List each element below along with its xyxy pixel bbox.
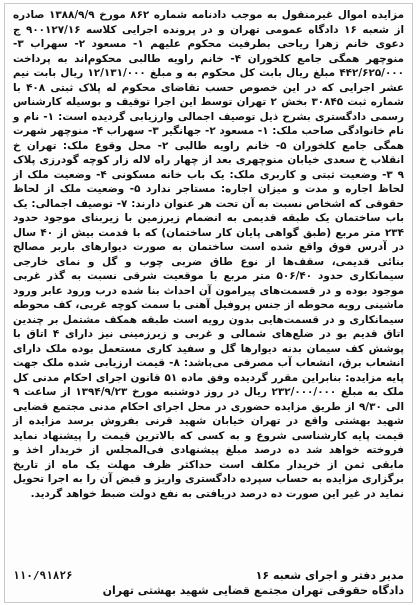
- notice-signature: [13, 569, 404, 598]
- signature-row-2: [13, 584, 404, 598]
- auction-notice-body: [13, 8, 404, 501]
- notice-code: ۱۱۰/۹۱۸۲۶: [13, 569, 73, 582]
- court-name: دادگاه حقوقی تهران مجتمع قضایی شهید بهشتی تهران: [102, 584, 404, 597]
- notice-paragraph: مزایده اموال غیرمنقول به موجب دادنامه شماره ۸۶۲ مورخ ۱۳۸۸/۹/۹ صادره از شعبه ۱۶ دادگاه عمومی تهران و در پرونده اجرایی کلاسه ۹۰۰۱۲۷/۱۶ ج دعوی خانم زهرا ریاحی بطرفیت محکوم علیهم ۱- مسعود ۲- سهراب ۳- منوچهر همگی جامع کلخوران ۴- خانم راویه طالبی محکوم‌اند به پرداخت ۴۴۲/۶۲۵/۰۰۰ مبلغ ریال بابت کل محکوم به و مبلغ ۱۲/۱۳۱/۰۰۰ ریال بابت نیم عشر اجرایی که در این خصوص حسب تقاضای محکوم له پلاک ثبتی ۴۰۸ با شماره ثبت ۳۰۸۴۵ بخش ۲ تهران توسط این اجرا توقیف و بوسیله کارشناس رسمی دادگستری بشرح ذیل توصیف اجمالی وارزیابی گردیده است: ۱- نام و نام خانوادگی صاحب ملک: ۱- مسعود ۲- جهانگیر ۳- سهراب ۴- منوچهر شهرت همگی جامع کلخوران ۵- خانم راویه طالبی ۲- محل وقوع ملک: تهران خ انقلاب خ سعدی خیابان منوچهری بعد از چهار راه لاله زار کوچه گودرزی پلاک ۹ ۳- وضعیت ثبتی و کاربری ملک: یک باب خانه مسکونی ۴- وضعیت ملک از لحاظ اجاره و مدت و میزان اجاره: مستاجر ندارد ۵- وضعیت ملک از لحاظ حقوقی که اشخاص نسبت به آن تحت هر عنوان دارند: ۷- توصیف اجمالی: یک باب ساختمان یک طبقه قدیمی به انضمام زیرزمین با زیربنای موجود حدود ۲۳۴ متر مربع (طبق گواهی پایان کار ساختمان) که با قدمت بیش از ۴۰ سال در آدرس فوق واقع شده است ساختمان به صورت دیوارهای باربر مصالح بنائی قدیمی، سقف‌ها از نوع طاق ضربی چوب و گل و نمای خارجی سیمانکاری حدود ۵۰۶/۴۰ متر مربع با موقعیت شرقی نسبت به گذر غربی موجود بوده و در قسمت‌های پیرامون آن احداث بنا شده درب ورود عابر ورود ماشینی رویه محوطه از جنس پروفیل آهنی با سمت کوچه غربی، کف محوطه سیمانکاری و در قسمت‌هایی بدون رویه است طبقه همکف مشتمل بر چندین اتاق قدیم بو در ضلع‌های شمالی و غربی و زیرزمینی نیز دارای ۴ اتاق با پوشش کف سیمان بدنه دیوارها گل و سفید کاری مستعمل بوده ملک دارای انشعاب برق، انشعاب آب مصرفی می‌باشد: ۸- قیمت ارزیابی شده ملک جهت پایه مزایده: بنابراین مقرر گردیده وفق ماده ۵۱ قانون اجرای احکام مدنی کل ملک به مبلغ ۲۳۲/۰۰۰/۰۰۰ ریال در روز دوشنبه مورخ ۱۳۹۴/۹/۲۳ از ساعت ۹ الی ۹/۳۰ از طریق مزایده حضوری در محل اجرای احکام مدنی مجتمع قضایی شهید بهشتی واقع در تهران خیابان شهید قرنی بفروش برسد مزایده از قیمت پایه کارشناسی شروع و به کسی که بالاترین قیمت را پیشنهاد نماید فروخته خواهد شد ده درصد مبلغ پیشنهادی فی‌المجلس از خریدار اخذ و مابقی ثمن از خریدار مکلف است حداکثر ظرف مهلت یک ماه از تاریخ برگزاری مزایده به حساب سپرده دادگستری واریز و قبض آن را به اجرا تحویل نماید در غیر این صورت ده درصد دریافتی به نفع دولت ضبط خواهد گردید.: [13, 9, 405, 500]
- signature-row-1: [13, 569, 404, 583]
- office-title: مدیر دفتر و اجرای شعبه ۱۶: [255, 569, 404, 582]
- newspaper-clipping: [4, 3, 413, 603]
